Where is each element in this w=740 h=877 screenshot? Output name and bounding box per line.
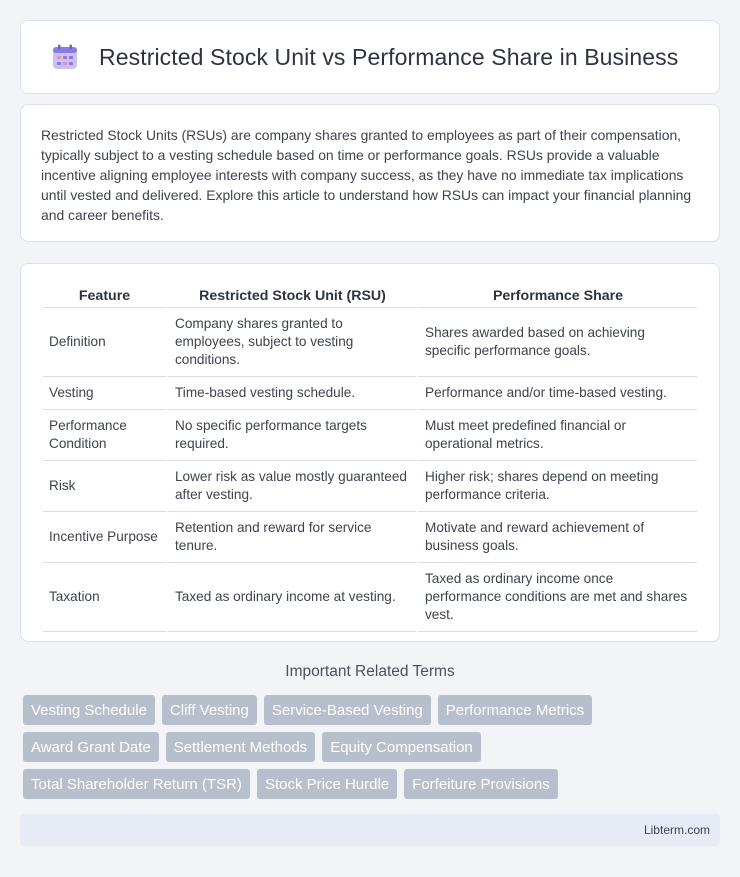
header-card xyxy=(20,20,720,94)
table-cell: Company shares granted to employees, subject to vesting conditions. xyxy=(166,308,416,377)
tag-settlement-methods[interactable]: Settlement Methods xyxy=(166,732,315,762)
tag-row xyxy=(23,695,723,725)
table-cell: Time-based vesting schedule. xyxy=(166,377,416,410)
table-cell: Shares awarded based on achieving specific performance goals. xyxy=(416,308,697,377)
table-row xyxy=(43,461,697,512)
related-terms-title: Important Related Terms xyxy=(285,663,455,680)
comparison-card xyxy=(20,263,720,642)
tag-total-shareholder-return[interactable]: Total Shareholder Return (TSR) xyxy=(23,769,250,799)
table-cell: Definition xyxy=(43,308,166,377)
tag-forfeiture-provisions[interactable]: Forfeiture Provisions xyxy=(404,769,558,799)
tag-stock-price-hurdle[interactable]: Stock Price Hurdle xyxy=(257,769,397,799)
table-cell: Risk xyxy=(43,461,166,512)
column-header-rsu: Restricted Stock Unit (RSU) xyxy=(166,282,416,308)
page-title: Restricted Stock Unit vs Performance Share in Business xyxy=(99,43,679,70)
footer xyxy=(20,814,720,846)
intro-card xyxy=(20,104,720,242)
table-cell: Must meet predefined financial or operational metrics. xyxy=(416,410,697,461)
intro-paragraph: Restricted Stock Units (RSUs) are company shares granted to employees as part of their compensation, typically subject to a vesting schedule based on time or performance goals. RSUs provide a valuable incentive aligning employee interests with company success, as they have no immediate tax implications until vested and delivered. Explore this article to understand how RSUs can impact your financial planning and career benefits. xyxy=(41,127,692,223)
footer-site-link[interactable]: Libterm.com xyxy=(643,823,710,837)
table-cell: Performance and/or time-based vesting. xyxy=(416,377,697,410)
column-header-performance-share: Performance Share xyxy=(416,282,697,308)
related-terms-tags xyxy=(23,695,723,806)
table-row xyxy=(43,377,697,410)
table-cell: No specific performance targets required. xyxy=(166,410,416,461)
table-cell: Vesting xyxy=(43,377,166,410)
calendar-grid-icon xyxy=(51,43,79,71)
tag-row xyxy=(23,769,723,799)
table-cell: Taxed as ordinary income once performance conditions are met and shares vest. xyxy=(416,563,697,632)
table-row xyxy=(43,563,697,632)
column-header-feature: Feature xyxy=(43,282,166,308)
table-row xyxy=(43,410,697,461)
table-cell: Taxed as ordinary income at vesting. xyxy=(166,563,416,632)
tag-cliff-vesting[interactable]: Cliff Vesting xyxy=(162,695,257,725)
tag-row xyxy=(23,732,723,762)
table-cell: Lower risk as value mostly guaranteed after vesting. xyxy=(166,461,416,512)
table-cell: Retention and reward for service tenure. xyxy=(166,512,416,563)
table-header-row xyxy=(43,282,697,308)
table-row xyxy=(43,512,697,563)
table-cell: Incentive Purpose xyxy=(43,512,166,563)
table-cell: Performance Condition xyxy=(43,410,166,461)
tag-vesting-schedule[interactable]: Vesting Schedule xyxy=(23,695,155,725)
table-cell: Motivate and reward achievement of business goals. xyxy=(416,512,697,563)
tag-service-based-vesting[interactable]: Service-Based Vesting xyxy=(264,695,431,725)
tag-award-grant-date[interactable]: Award Grant Date xyxy=(23,732,159,762)
tag-performance-metrics[interactable]: Performance Metrics xyxy=(438,695,592,725)
table-cell: Taxation xyxy=(43,563,166,632)
table-cell: Higher risk; shares depend on meeting performance criteria. xyxy=(416,461,697,512)
tag-equity-compensation[interactable]: Equity Compensation xyxy=(322,732,481,762)
comparison-table xyxy=(43,282,697,632)
table-row xyxy=(43,308,697,377)
